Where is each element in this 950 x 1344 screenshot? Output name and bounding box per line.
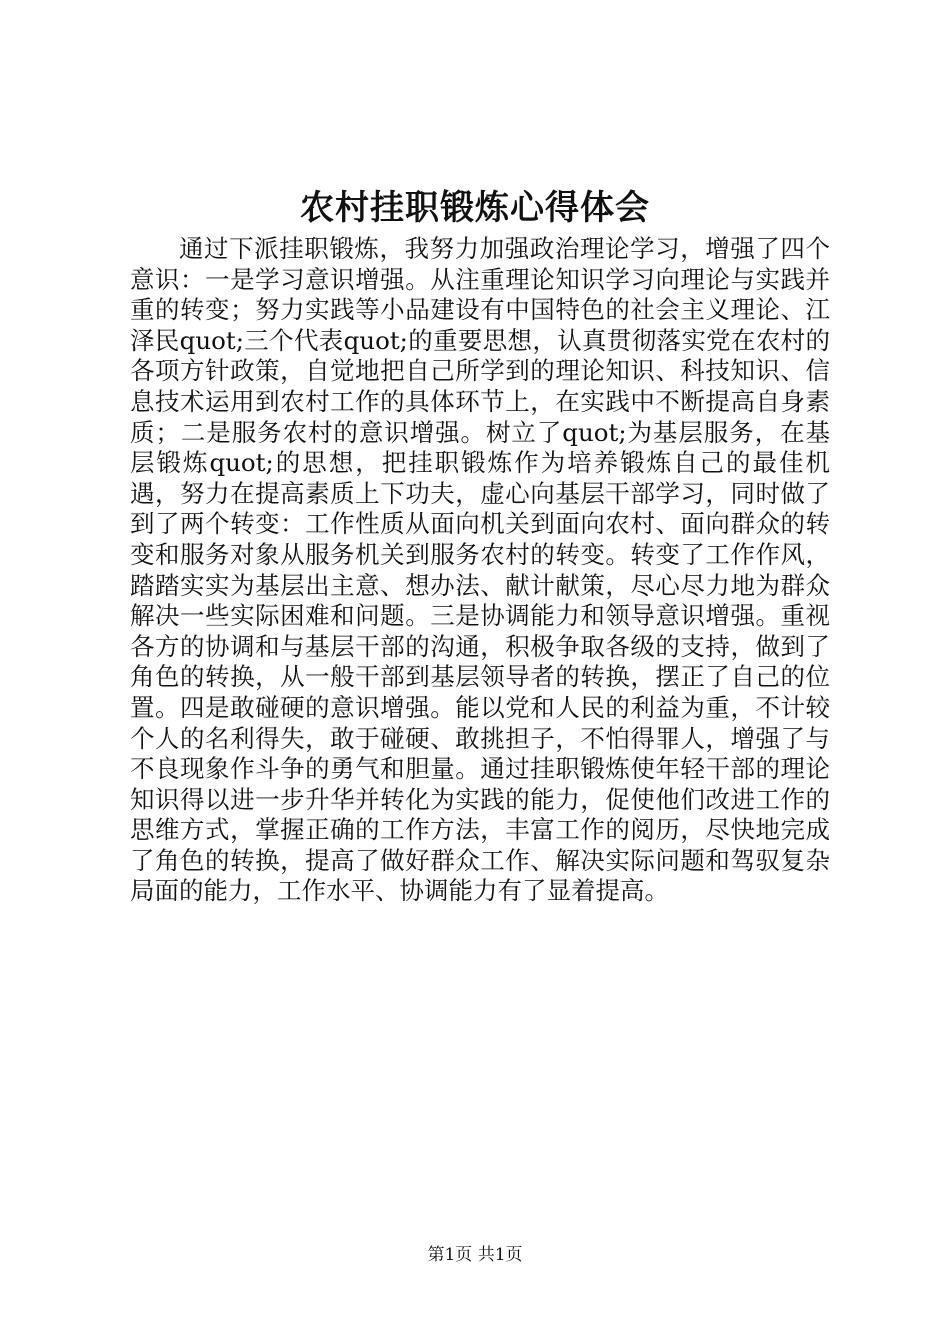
page-number-footer: 第1页 共1页: [427, 1245, 523, 1265]
document-title: 农村挂职锻炼心得体会: [300, 188, 650, 228]
document-body-paragraph: 通过下派挂职锻炼，我努力加强政治理论学习，增强了四个意识：一是学习意识增强。从注重理论知识学习向理论与实践并重的转变；努力实践等小品建设有中国特色的社会主义理论、江泽民quot;三个代表quot;的重要思想，认真贯彻落实党在农村的各项方针政策，自觉地把自己所学到的理论知识、科技知识、信息技术运用到农村工作的具体环节上，在实践中不断提高自身素质；二是服务农村的意识增强。树立了quot;为基层服务，在基层锻炼quot;的思想，把挂职锻炼作为培养锻炼自己的最佳机遇，努力在提高素质上下功夫，虚心向基层干部学习，同时做了到了两个转变：工作性质从面向机关到面向农村、面向群众的转变和服务对象从服务机关到服务农村的转变。转变了工作作风，踏踏实实为基层出主意、想办法、献计献策，尽心尽力地为群众解决一些实际困难和问题。三是协调能力和领导意识增强。重视各方的协调和与基层干部的沟通，积极争取各级的支持，做到了角色的转换，从一般干部到基层领导者的转换，摆正了自己的位置。四是敢碰硬的意识增强。能以党和人民的利益为重，不计较个人的名利得失，敢于碰硬、敢挑担子，不怕得罪人，增强了与不良现象作斗争的勇气和胆量。通过挂职锻炼使年轻干部的理论知识得以进一步升华并转化为实践的能力，促使他们改进工作的思维方式，掌握正确的工作方法，丰富工作的阅历，尽快地完成了角色的转换，提高了做好群众工作、解决实际问题和驾驭复杂局面的能力，工作水平、协调能力有了显着提高。: [130, 234, 830, 906]
